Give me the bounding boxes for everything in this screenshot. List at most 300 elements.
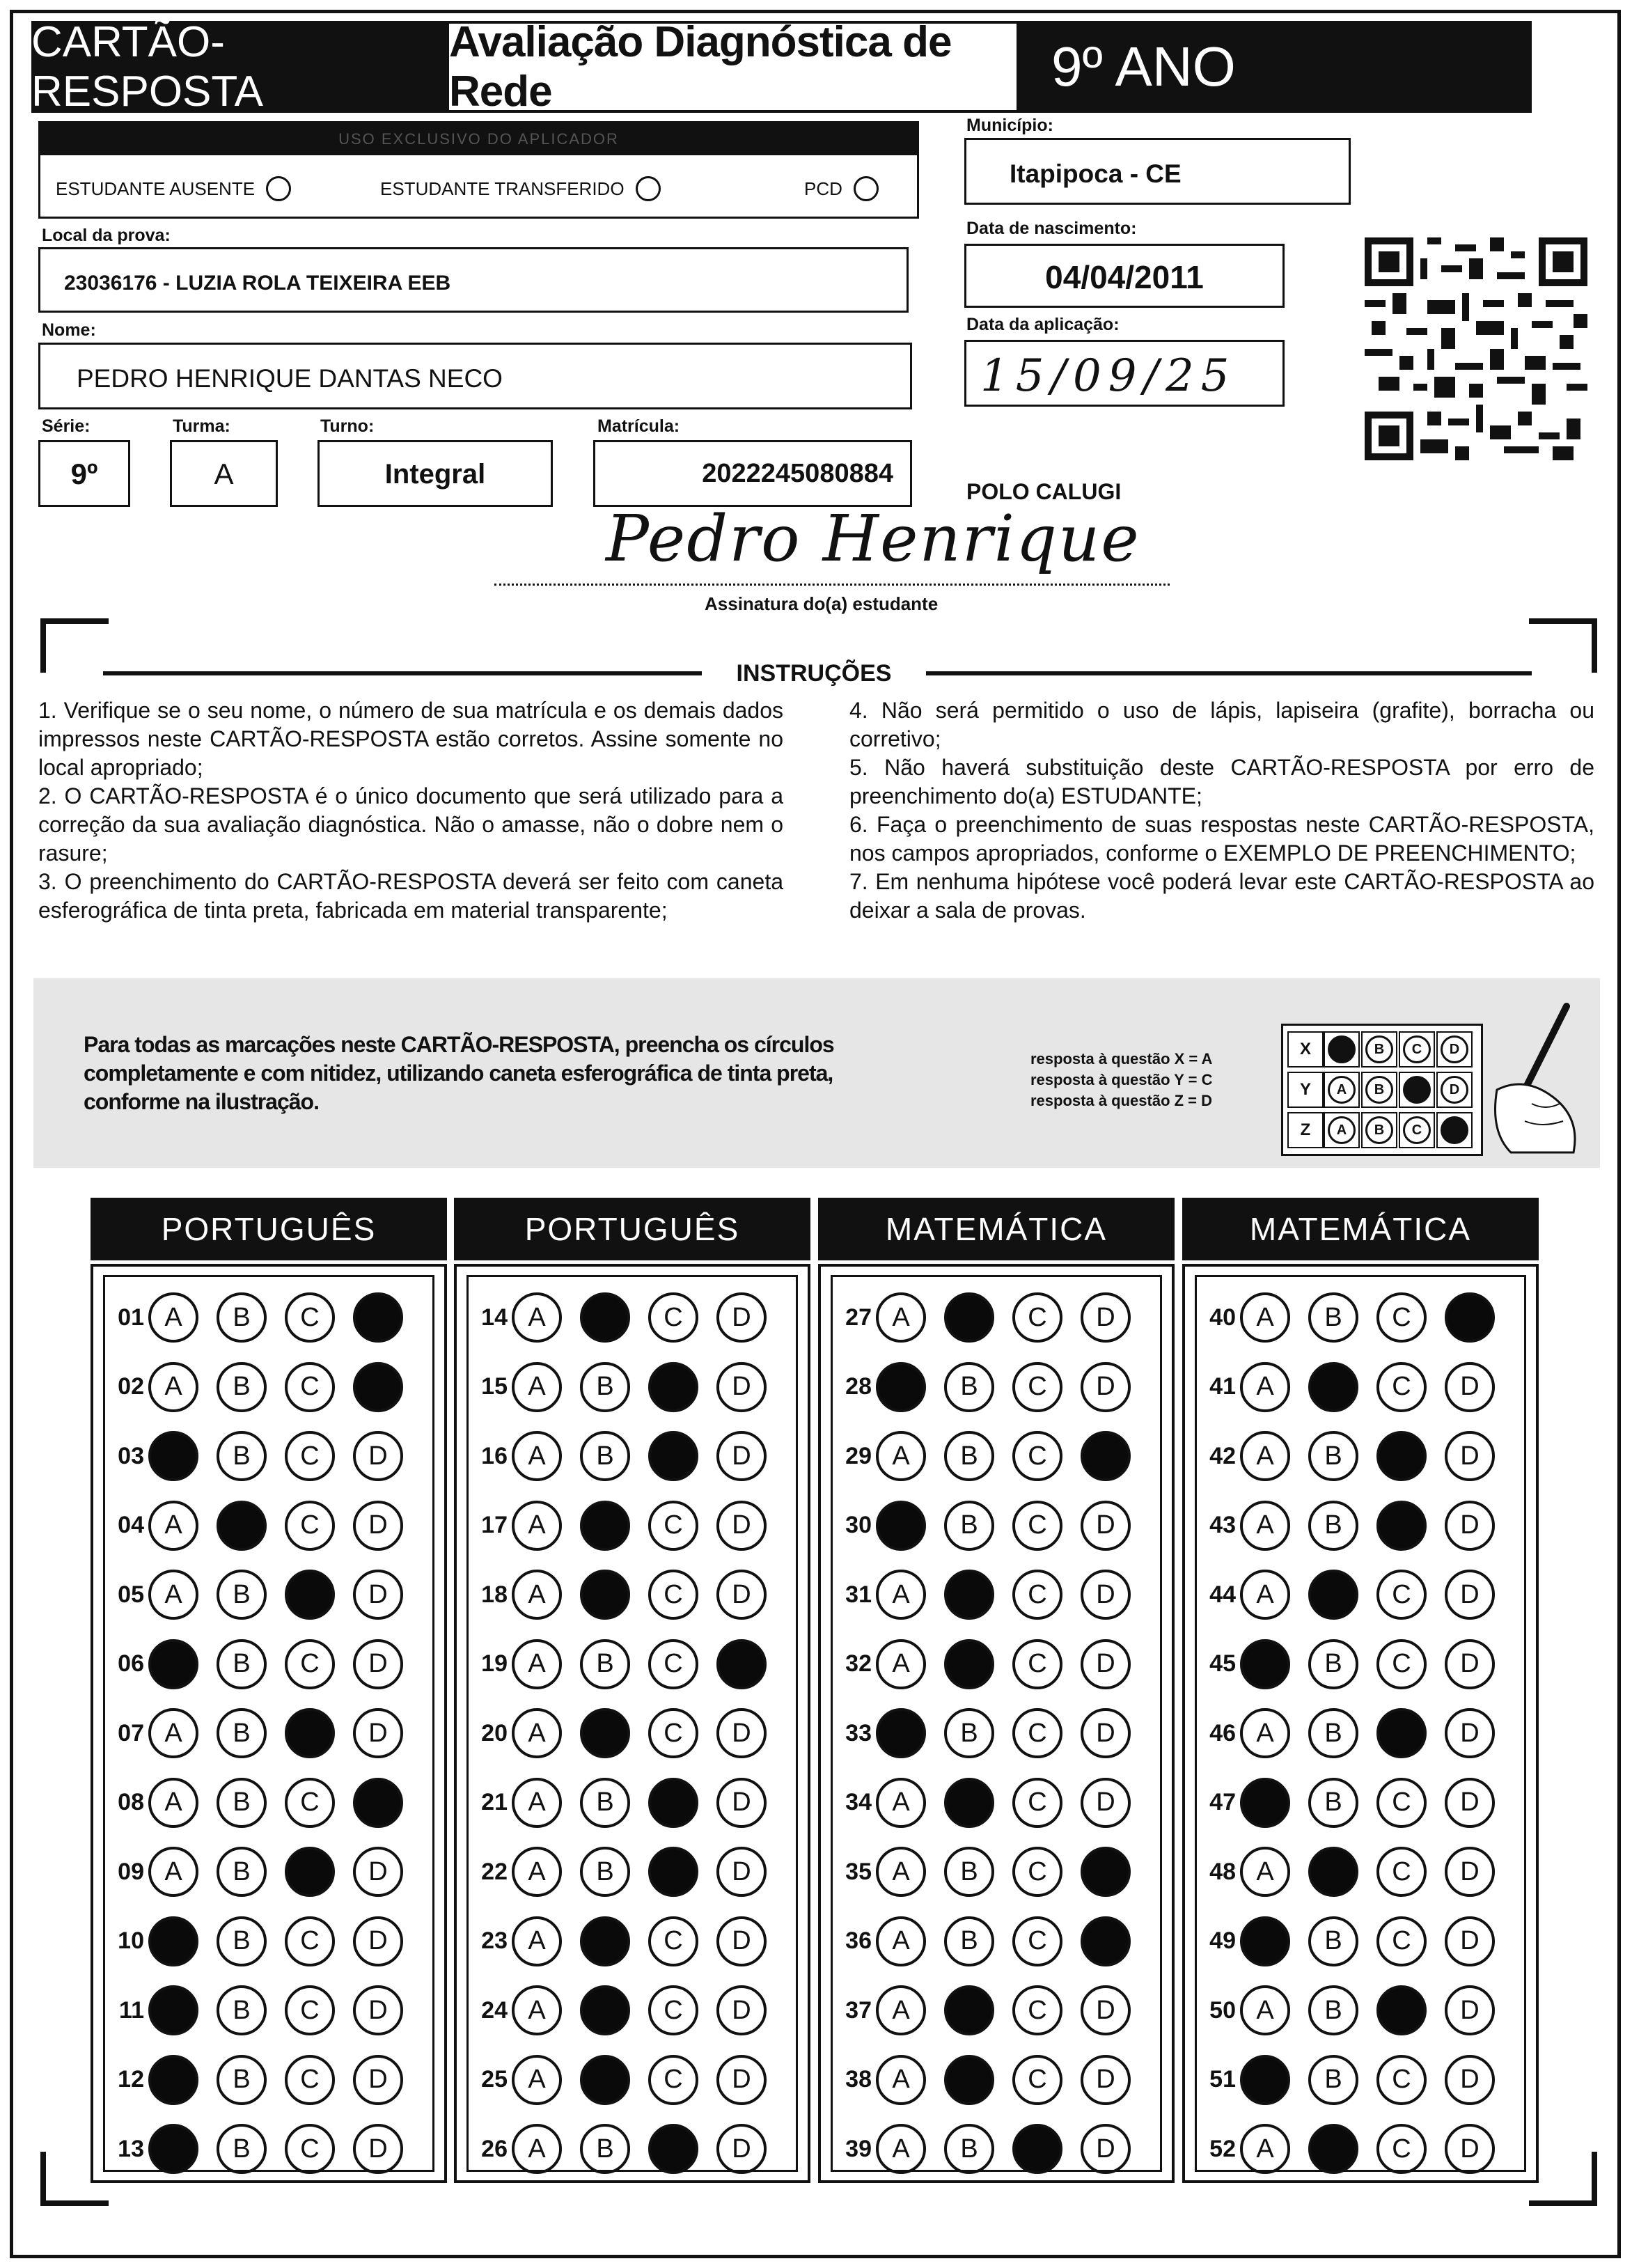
instructions-rule-right — [926, 671, 1532, 675]
answer-bubble[interactable]: B — [944, 1431, 994, 1481]
answer-bubble[interactable]: D — [1081, 1639, 1131, 1689]
answer-bubble[interactable]: B — [944, 1501, 994, 1551]
answer-row — [1197, 1982, 1513, 2038]
matricula-field — [593, 440, 912, 507]
turma-field — [170, 440, 278, 507]
answer-bubble[interactable]: C — [1012, 1362, 1062, 1412]
answer-bubble-filled[interactable]: C — [648, 1362, 698, 1412]
absent-option[interactable] — [56, 176, 291, 201]
answer-bubble[interactable]: A — [1240, 1362, 1290, 1412]
pcd-bubble[interactable] — [854, 176, 879, 201]
answer-bubble[interactable]: A — [148, 1501, 198, 1551]
answer-bubble[interactable]: A — [512, 2124, 562, 2174]
answer-bubble[interactable]: B — [1308, 2055, 1358, 2105]
answer-bubble[interactable]: D — [353, 1847, 403, 1897]
answer-row — [833, 2052, 1149, 2108]
answer-bubble[interactable]: D — [1081, 1708, 1131, 1758]
answer-bubble[interactable]: D — [1445, 1778, 1495, 1828]
answer-row — [469, 2121, 785, 2177]
answer-bubble-filled[interactable]: B — [944, 1985, 994, 2035]
turma-value: A — [214, 457, 234, 490]
transferred-option[interactable] — [380, 176, 661, 201]
answer-bubble-filled[interactable]: A — [1240, 2055, 1290, 2105]
serie-value: 9º — [70, 457, 98, 490]
answer-bubble[interactable]: A — [876, 1292, 926, 1343]
answer-bubble[interactable]: C — [285, 1431, 335, 1481]
answer-bubble[interactable]: A — [876, 1570, 926, 1620]
answer-bubble-filled[interactable]: B — [1308, 1847, 1358, 1897]
answer-row — [833, 1498, 1149, 1554]
question-number: 31 — [845, 1581, 872, 1608]
answer-bubble[interactable]: B — [580, 1362, 630, 1412]
answer-bubble[interactable]: D — [353, 1431, 403, 1481]
answer-bubble-filled[interactable]: C — [1376, 1985, 1427, 2035]
answer-bubble[interactable]: C — [285, 2124, 335, 2174]
answer-bubble-filled[interactable]: A — [148, 2055, 198, 2105]
answer-bubble-filled[interactable]: B — [580, 1708, 630, 1758]
answer-bubble[interactable]: B — [217, 1639, 267, 1689]
answer-bubble[interactable]: C — [285, 1292, 335, 1343]
answer-bubble[interactable]: B — [217, 1916, 267, 1966]
answer-bubble[interactable]: D — [716, 1292, 767, 1343]
answer-bubble[interactable]: B — [580, 1431, 630, 1481]
answer-bubble[interactable]: D — [1081, 1778, 1131, 1828]
question-number: 20 — [481, 1719, 508, 1746]
answer-bubble[interactable]: C — [1376, 1570, 1427, 1620]
answer-bubble[interactable]: D — [353, 2124, 403, 2174]
answer-bubble[interactable]: B — [217, 2124, 267, 2174]
answer-bubble[interactable]: D — [1445, 2055, 1495, 2105]
answer-bubble[interactable]: D — [716, 1570, 767, 1620]
answer-bubble[interactable]: C — [285, 1778, 335, 1828]
answer-bubble[interactable]: B — [1308, 1708, 1358, 1758]
answer-bubble[interactable]: C — [648, 2055, 698, 2105]
example-bubble-filled: C — [1403, 1076, 1431, 1104]
answer-bubble[interactable]: A — [148, 1292, 198, 1343]
answer-bubble-filled[interactable]: B — [1308, 2124, 1358, 2174]
answer-bubble[interactable]: B — [217, 1985, 267, 2035]
subject-header: MATEMÁTICA — [1182, 1198, 1539, 1260]
answer-bubble[interactable]: B — [944, 1916, 994, 1966]
answer-bubble[interactable]: C — [1012, 1847, 1062, 1897]
answer-bubble[interactable]: C — [648, 1639, 698, 1689]
answer-bubble[interactable]: A — [512, 1778, 562, 1828]
question-number: 47 — [1209, 1789, 1236, 1815]
answer-bubble[interactable]: C — [648, 1570, 698, 1620]
answer-row — [469, 1914, 785, 1969]
question-number: 24 — [481, 1996, 508, 2024]
answer-bubble[interactable]: B — [217, 2055, 267, 2105]
answer-bubble-filled[interactable]: B — [944, 1292, 994, 1343]
answer-row — [833, 1775, 1149, 1831]
question-number: 48 — [1209, 1858, 1236, 1885]
answer-bubble-filled[interactable]: C — [285, 1708, 335, 1758]
answer-bubble-filled[interactable]: A — [148, 2124, 198, 2174]
answer-bubble[interactable]: A — [512, 1292, 562, 1343]
answer-bubble[interactable]: D — [1445, 1431, 1495, 1481]
answer-row — [833, 2121, 1149, 2177]
answer-bubble[interactable]: A — [1240, 1501, 1290, 1551]
answer-bubble[interactable]: C — [1012, 1985, 1062, 2035]
answer-row — [1197, 2052, 1513, 2108]
pen-hand-illustration-icon — [1483, 999, 1594, 1166]
answer-bubble[interactable]: A — [512, 1708, 562, 1758]
instructions-right — [849, 696, 1594, 925]
answer-bubble[interactable]: C — [648, 1292, 698, 1343]
answer-bubble[interactable]: D — [1445, 1985, 1495, 2035]
answer-bubble-filled[interactable]: C — [648, 1431, 698, 1481]
question-number: 38 — [845, 2066, 872, 2093]
turno-label: Turno: — [320, 416, 375, 436]
answer-bubble-filled[interactable]: B — [580, 1501, 630, 1551]
local-field — [38, 247, 909, 313]
question-number: 02 — [118, 1373, 144, 1400]
answer-bubble[interactable]: C — [1376, 1778, 1427, 1828]
answer-row — [469, 1844, 785, 1900]
answer-bubble[interactable]: A — [512, 1847, 562, 1897]
answer-bubble-filled[interactable]: D — [1081, 1916, 1131, 1966]
answer-bubble[interactable]: A — [1240, 1708, 1290, 1758]
answer-bubble-filled[interactable]: B — [580, 1985, 630, 2035]
answer-bubble-filled[interactable]: B — [944, 1639, 994, 1689]
question-number: 41 — [1209, 1373, 1236, 1400]
answer-bubble[interactable]: C — [1012, 1431, 1062, 1481]
question-number: 26 — [481, 2135, 508, 2162]
answer-bubble[interactable]: C — [648, 1708, 698, 1758]
corner-bracket-top-left — [40, 618, 109, 673]
answer-bubble-filled[interactable]: D — [1081, 1431, 1131, 1481]
answer-bubble-filled[interactable]: A — [1240, 1639, 1290, 1689]
answer-bubble[interactable]: C — [1012, 1570, 1062, 1620]
answer-bubble[interactable]: D — [353, 1708, 403, 1758]
answer-bubble[interactable]: A — [148, 1847, 198, 1897]
answer-bubble[interactable]: D — [1081, 1362, 1131, 1412]
answer-bubble[interactable]: D — [1445, 1708, 1495, 1758]
answer-bubble[interactable]: D — [353, 1570, 403, 1620]
answer-bubble[interactable]: A — [512, 1431, 562, 1481]
answer-bubble[interactable]: A — [512, 1985, 562, 2035]
answer-bubble[interactable]: D — [716, 2055, 767, 2105]
answer-bubble[interactable]: D — [1445, 1570, 1495, 1620]
answer-bubble-filled[interactable]: D — [353, 1362, 403, 1412]
answer-bubble[interactable]: A — [876, 1639, 926, 1689]
aplicacao-label: Data da aplicação: — [966, 315, 1120, 334]
example-cell — [1436, 1072, 1473, 1108]
answer-bubble[interactable]: B — [217, 1431, 267, 1481]
answer-row — [833, 1428, 1149, 1484]
corner-bracket-bottom-right — [1529, 2152, 1597, 2206]
answer-row — [105, 1359, 421, 1415]
applicator-band-text: USO EXCLUSIVO DO APLICADOR — [338, 130, 619, 148]
answer-bubble[interactable]: B — [1308, 1778, 1358, 1828]
answer-bubble[interactable]: D — [716, 1501, 767, 1551]
answer-bubble[interactable]: D — [1445, 1362, 1495, 1412]
answer-bubble[interactable]: C — [1012, 1639, 1062, 1689]
answer-bubble-filled[interactable]: A — [876, 1362, 926, 1412]
subject-header: PORTUGUÊS — [454, 1198, 810, 1260]
answer-bubble[interactable]: B — [217, 1778, 267, 1828]
answer-bubble[interactable]: A — [876, 1985, 926, 2035]
answer-bubble[interactable]: C — [1012, 1501, 1062, 1551]
answer-bubble[interactable]: A — [148, 1570, 198, 1620]
answer-bubble[interactable]: D — [353, 1985, 403, 2035]
answer-bubble[interactable]: B — [1308, 1501, 1358, 1551]
answer-bubble-filled[interactable]: A — [148, 1639, 198, 1689]
answer-row — [833, 1636, 1149, 1692]
answer-bubble[interactable]: D — [716, 1362, 767, 1412]
answer-bubble[interactable]: C — [285, 1501, 335, 1551]
answer-bubble[interactable]: A — [1240, 1985, 1290, 2035]
answer-column — [91, 1264, 447, 2183]
answer-bubble[interactable]: B — [217, 1362, 267, 1412]
example-legend-line: resposta à questão Z = D — [1030, 1092, 1213, 1109]
answer-bubble[interactable]: A — [876, 1778, 926, 1828]
answer-bubble[interactable]: D — [353, 2055, 403, 2105]
answer-bubble[interactable]: B — [944, 1362, 994, 1412]
instructions-left — [38, 696, 783, 925]
answer-bubble[interactable]: D — [353, 1916, 403, 1966]
answer-bubble-filled[interactable]: B — [944, 1778, 994, 1828]
answer-bubble[interactable]: D — [1081, 1292, 1131, 1343]
answer-bubble-filled[interactable]: D — [353, 1778, 403, 1828]
answer-bubble[interactable]: B — [580, 1639, 630, 1689]
answer-bubble[interactable]: B — [1308, 1431, 1358, 1481]
question-number: 22 — [481, 1858, 508, 1885]
answer-bubble[interactable]: A — [876, 2055, 926, 2105]
answer-bubble-filled[interactable]: A — [876, 1708, 926, 1758]
answer-bubble-filled[interactable]: A — [876, 1501, 926, 1551]
question-number: 16 — [481, 1442, 508, 1469]
absent-label: ESTUDANTE AUSENTE — [56, 178, 256, 199]
answer-bubble[interactable]: C — [648, 1501, 698, 1551]
example-bubble-filled: D — [1441, 1116, 1468, 1144]
answer-bubble[interactable]: C — [1376, 1362, 1427, 1412]
answer-bubble[interactable]: D — [716, 1916, 767, 1966]
answer-bubble[interactable]: C — [1012, 1778, 1062, 1828]
answer-bubble[interactable]: D — [353, 1639, 403, 1689]
answer-bubble[interactable]: D — [1081, 1570, 1131, 1620]
answer-bubble[interactable]: D — [716, 1431, 767, 1481]
question-number: 52 — [1209, 2135, 1236, 2162]
signature-line[interactable] — [494, 584, 1170, 586]
answer-bubble[interactable]: D — [1081, 2055, 1131, 2105]
example-bubble: A — [1328, 1076, 1356, 1104]
answer-bubble[interactable]: B — [944, 1847, 994, 1897]
answer-bubble[interactable]: C — [1376, 1847, 1427, 1897]
answer-bubble[interactable]: D — [716, 1778, 767, 1828]
answer-bubble[interactable]: C — [285, 1639, 335, 1689]
question-number: 08 — [118, 1789, 144, 1815]
answer-bubble[interactable]: D — [716, 2124, 767, 2174]
answer-bubble[interactable]: D — [716, 1985, 767, 2035]
local-value: 23036176 - LUZIA ROLA TEIXEIRA EEB — [64, 272, 451, 295]
answer-bubble[interactable]: A — [1240, 1570, 1290, 1620]
answer-bubble[interactable]: B — [580, 1847, 630, 1897]
answer-bubble-filled[interactable]: C — [648, 1847, 698, 1897]
answer-bubble-filled[interactable]: C — [285, 1570, 335, 1620]
answer-bubble[interactable]: A — [148, 1362, 198, 1412]
answer-bubble-filled[interactable]: C — [1376, 1501, 1427, 1551]
answer-bubble[interactable]: A — [876, 1916, 926, 1966]
question-number: 39 — [845, 2135, 872, 2162]
answer-row — [1197, 2121, 1513, 2177]
example-legend — [1030, 1049, 1212, 1111]
answer-bubble[interactable]: B — [1308, 1639, 1358, 1689]
answer-bubble[interactable]: B — [580, 1778, 630, 1828]
question-number: 12 — [118, 2066, 144, 2093]
answer-bubble-filled[interactable]: C — [1376, 1708, 1427, 1758]
answer-bubble[interactable]: C — [285, 1985, 335, 2035]
example-grid — [1281, 1024, 1483, 1156]
answer-bubble-filled[interactable]: A — [1240, 1916, 1290, 1966]
answer-column-frame — [1195, 1275, 1526, 2172]
answer-bubble[interactable]: A — [148, 1778, 198, 1828]
absent-bubble[interactable] — [266, 176, 291, 201]
answer-bubble-filled[interactable]: C — [648, 2124, 698, 2174]
answer-bubble[interactable]: D — [1445, 2124, 1495, 2174]
answer-bubble-filled[interactable]: C — [1012, 2124, 1062, 2174]
aplicacao-field[interactable] — [964, 340, 1285, 407]
answer-bubble[interactable]: C — [285, 1362, 335, 1412]
answer-bubble-filled[interactable]: A — [148, 1431, 198, 1481]
answer-bubble-filled[interactable]: A — [148, 1985, 198, 2035]
answer-row — [469, 2052, 785, 2108]
answer-bubble[interactable]: A — [148, 1708, 198, 1758]
answer-bubble-filled[interactable]: C — [648, 1778, 698, 1828]
answer-bubble-filled[interactable]: B — [944, 2055, 994, 2105]
answer-bubble[interactable]: A — [1240, 1292, 1290, 1343]
answer-bubble[interactable]: C — [1376, 1916, 1427, 1966]
answer-bubble-filled[interactable]: D — [1445, 1292, 1495, 1343]
answer-bubble-filled[interactable]: B — [1308, 1362, 1358, 1412]
question-number: 05 — [118, 1581, 144, 1608]
example-bubble: D — [1441, 1076, 1468, 1104]
example-bubble: C — [1403, 1116, 1431, 1144]
instructions-title: INSTRUÇÕES — [736, 660, 892, 687]
answer-bubble[interactable]: B — [217, 1708, 267, 1758]
answer-bubble[interactable]: B — [1308, 1292, 1358, 1343]
answer-bubble[interactable]: A — [512, 1639, 562, 1689]
answer-row — [105, 1982, 421, 2038]
answer-row — [1197, 1428, 1513, 1484]
answer-bubble-filled[interactable]: B — [217, 1501, 267, 1551]
answer-bubble[interactable]: B — [217, 1847, 267, 1897]
answer-bubble[interactable]: A — [512, 1501, 562, 1551]
answer-row — [1197, 1290, 1513, 1345]
answer-row — [105, 1567, 421, 1622]
answer-bubble[interactable]: C — [285, 1916, 335, 1966]
answer-bubble-filled[interactable]: B — [580, 1292, 630, 1343]
answer-bubble[interactable]: C — [1376, 2124, 1427, 2174]
answer-bubble[interactable]: D — [1445, 1501, 1495, 1551]
answer-bubble-filled[interactable]: A — [1240, 1778, 1290, 1828]
instruction-item: 1. Verifique se o seu nome, o número de sua matrícula e os demais dados impressos neste CARTÃO-RESPOSTA estão corretos. Assine somente no local apropriado; — [38, 698, 783, 780]
question-number: 07 — [118, 1719, 144, 1746]
answer-bubble[interactable]: C — [1376, 1292, 1427, 1343]
answer-bubble[interactable]: C — [1012, 1916, 1062, 1966]
answer-bubble-filled[interactable]: B — [1308, 1570, 1358, 1620]
answer-bubble[interactable]: C — [648, 1916, 698, 1966]
answer-bubble-filled[interactable]: C — [1376, 1431, 1427, 1481]
answer-bubble[interactable]: A — [876, 1431, 926, 1481]
answer-bubble[interactable]: A — [876, 1847, 926, 1897]
answer-bubble[interactable]: A — [512, 1362, 562, 1412]
answer-row — [105, 2121, 421, 2177]
question-number: 32 — [845, 1650, 872, 1677]
answer-bubble[interactable]: A — [512, 2055, 562, 2105]
answer-bubble[interactable]: D — [716, 1847, 767, 1897]
answer-bubble-filled[interactable]: D — [353, 1292, 403, 1343]
answer-bubble[interactable]: C — [285, 2055, 335, 2105]
municipio-field — [964, 138, 1351, 205]
answer-bubble[interactable]: A — [876, 2124, 926, 2174]
answer-bubble-filled[interactable]: C — [285, 1847, 335, 1897]
answer-bubble-filled[interactable]: D — [1081, 1847, 1131, 1897]
answer-bubble[interactable]: A — [512, 1570, 562, 1620]
answer-bubble[interactable]: D — [1081, 2124, 1131, 2174]
answer-row — [1197, 1636, 1513, 1692]
answer-bubble[interactable]: D — [1445, 1847, 1495, 1897]
question-number: 50 — [1209, 1996, 1236, 2024]
nascimento-label: Data de nascimento: — [966, 219, 1137, 238]
answer-bubble[interactable]: C — [1012, 2055, 1062, 2105]
answer-bubble[interactable]: D — [1445, 1916, 1495, 1966]
answer-bubble[interactable]: D — [353, 1501, 403, 1551]
answer-bubble[interactable]: A — [1240, 2124, 1290, 2174]
answer-bubble-filled[interactable]: B — [944, 1570, 994, 1620]
answer-row — [469, 1636, 785, 1692]
answer-bubble[interactable]: B — [1308, 1985, 1358, 2035]
answer-bubble-filled[interactable]: B — [580, 1570, 630, 1620]
question-number: 10 — [118, 1927, 144, 1954]
answer-bubble[interactable]: A — [512, 1916, 562, 1966]
answer-bubble[interactable]: C — [1012, 1708, 1062, 1758]
answer-row — [1197, 1498, 1513, 1554]
answer-bubble-filled[interactable]: B — [580, 2055, 630, 2105]
answer-bubble[interactable]: D — [1445, 1639, 1495, 1689]
question-number: 51 — [1209, 2066, 1236, 2093]
pcd-option[interactable] — [804, 176, 879, 201]
answer-bubble[interactable]: A — [1240, 1847, 1290, 1897]
answer-row — [469, 1982, 785, 2038]
answer-bubble[interactable]: B — [1308, 1916, 1358, 1966]
answer-bubble-filled[interactable]: B — [580, 1916, 630, 1966]
answer-bubble[interactable]: B — [217, 1570, 267, 1620]
answer-bubble-filled[interactable]: A — [148, 1916, 198, 1966]
answer-bubble[interactable]: C — [648, 1985, 698, 2035]
answer-bubble[interactable]: B — [944, 2124, 994, 2174]
answer-bubble[interactable]: B — [217, 1292, 267, 1343]
answer-bubble[interactable]: D — [1081, 1985, 1131, 2035]
answer-bubble[interactable]: D — [1081, 1501, 1131, 1551]
answer-bubble[interactable]: B — [580, 2124, 630, 2174]
answer-bubble-filled[interactable]: D — [716, 1639, 767, 1689]
transferred-bubble[interactable] — [636, 176, 661, 201]
question-number: 27 — [845, 1304, 872, 1331]
instructions-rule-left — [103, 671, 702, 675]
answer-bubble[interactable]: C — [1376, 2055, 1427, 2105]
answer-bubble[interactable]: D — [716, 1708, 767, 1758]
answer-bubble[interactable]: B — [944, 1708, 994, 1758]
nome-field — [38, 343, 912, 409]
answer-bubble[interactable]: A — [1240, 1431, 1290, 1481]
answer-row — [105, 1498, 421, 1554]
answer-bubble[interactable]: C — [1376, 1639, 1427, 1689]
answer-bubble[interactable]: C — [1012, 1292, 1062, 1343]
answer-row — [105, 1428, 421, 1484]
answer-column-frame — [466, 1275, 798, 2172]
polo-label: POLO CALUGI — [966, 479, 1122, 504]
